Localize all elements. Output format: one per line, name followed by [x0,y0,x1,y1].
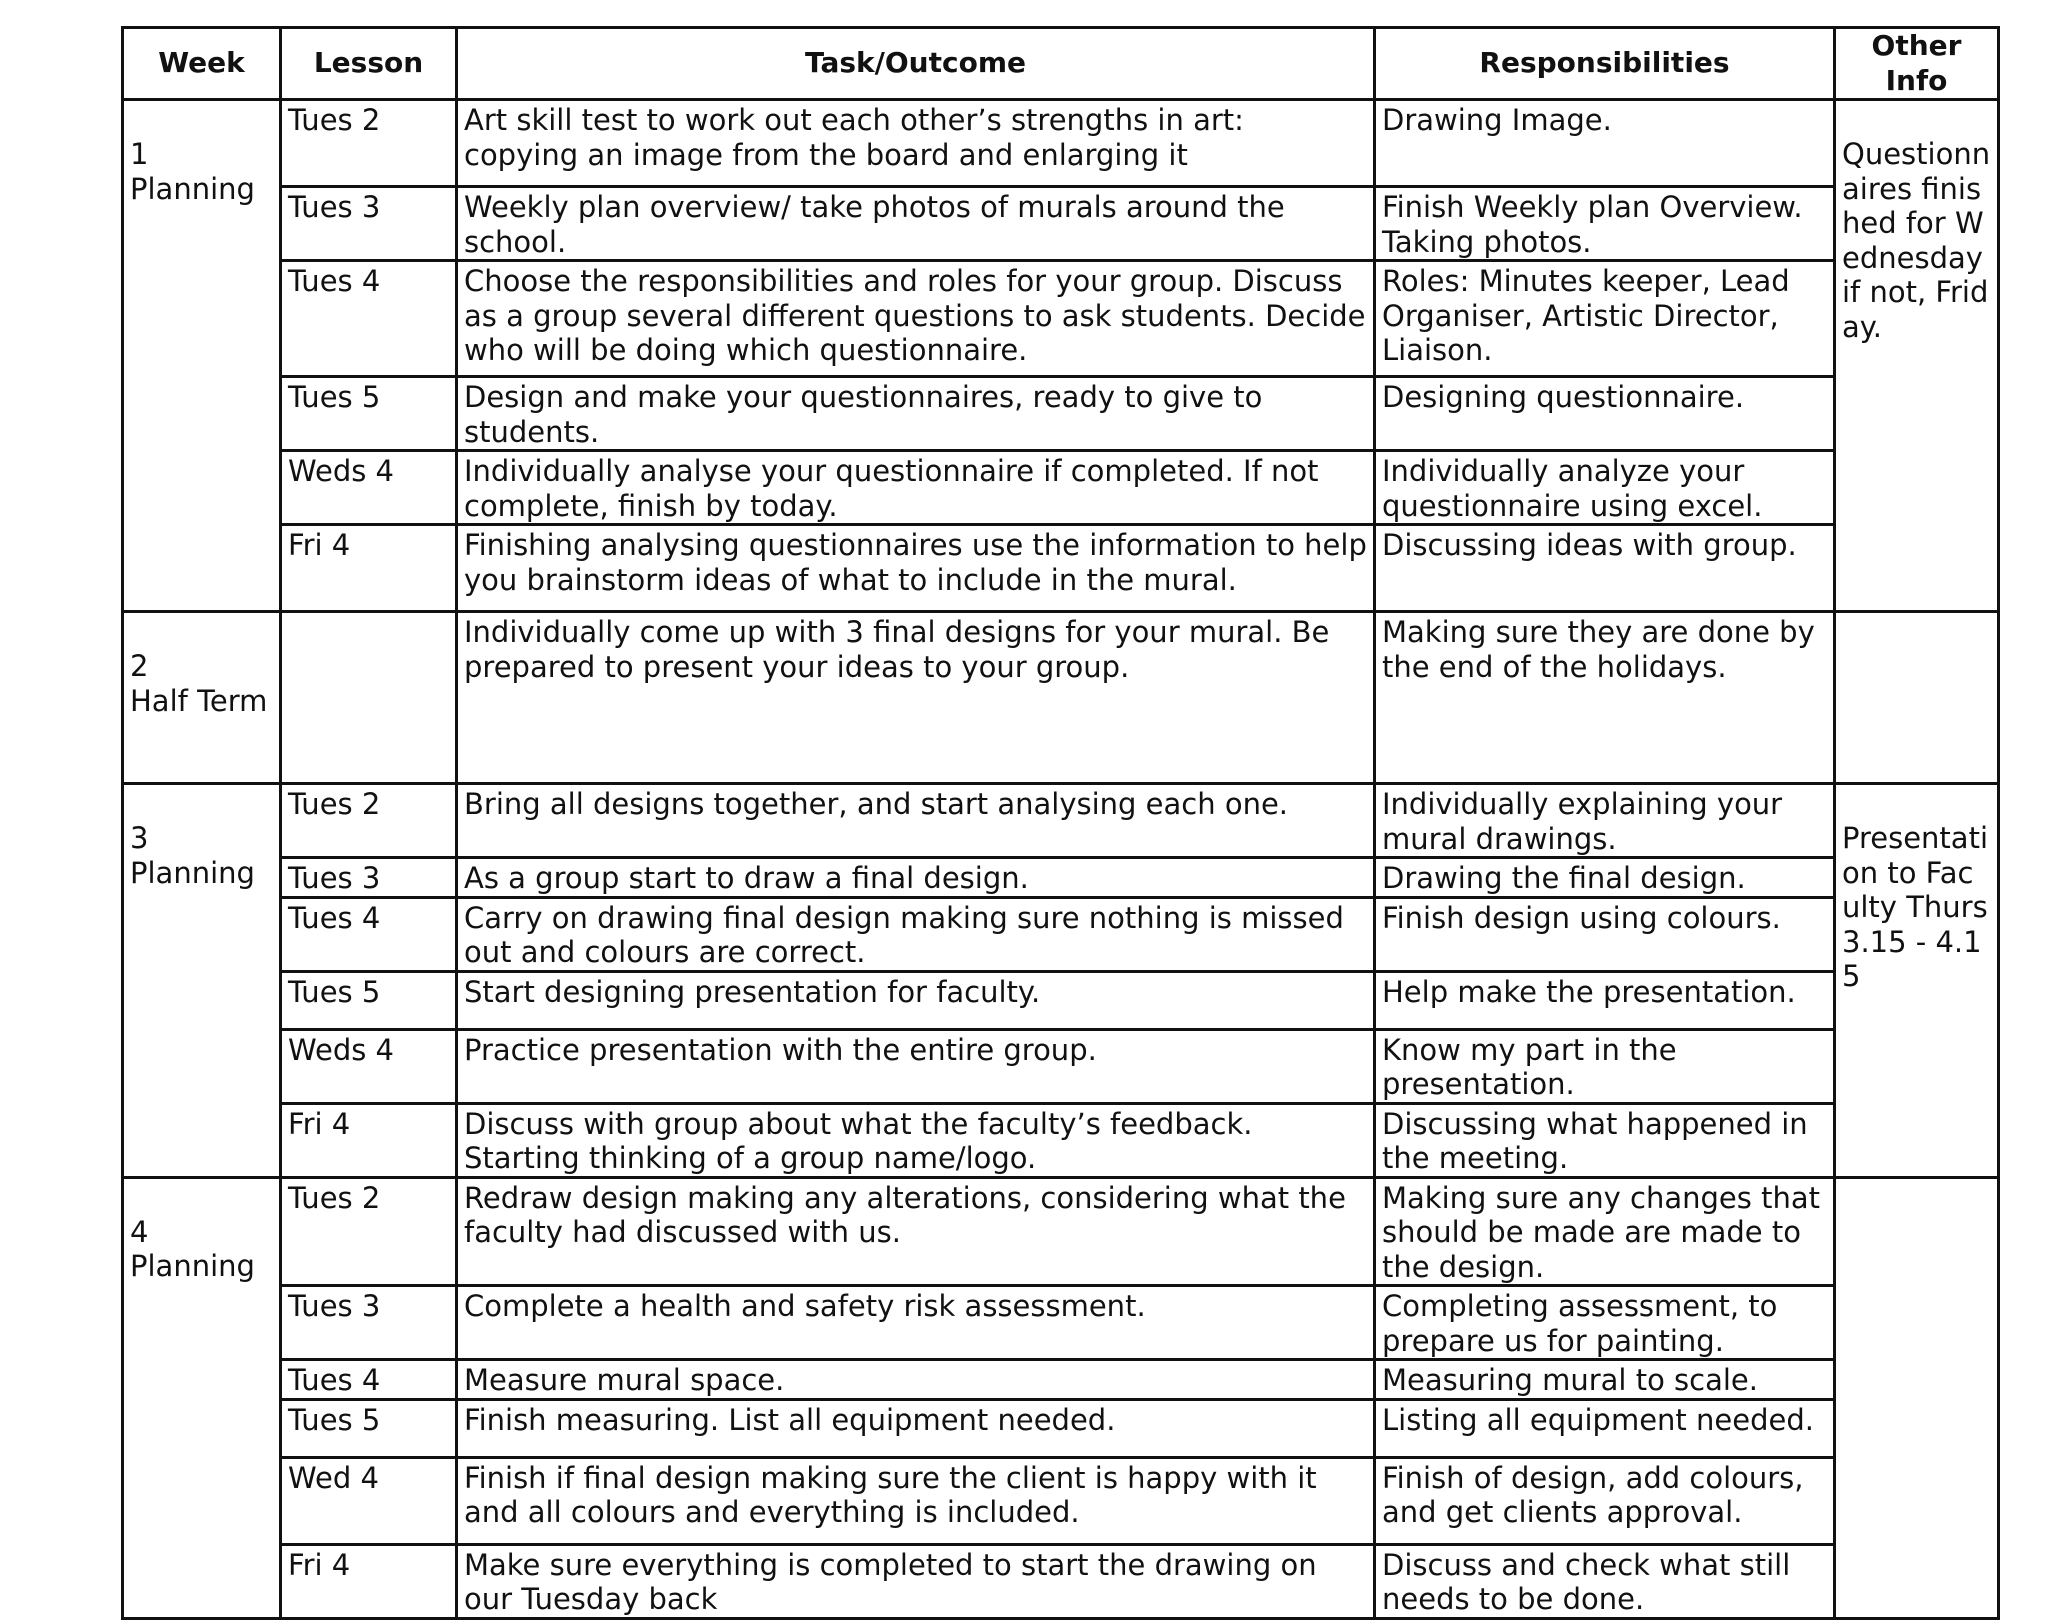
task-cell: Complete a health and safety risk assessment. [457,1286,1375,1360]
lesson-cell: Tues 4 [281,1360,457,1400]
responsibility-cell: Help make the presentation. [1375,971,1835,1029]
table-row [123,1103,1999,1177]
table-row [123,858,1999,898]
task-cell: Finish measuring. List all equipment needed. [457,1399,1375,1457]
lesson-cell [281,612,457,784]
task-cell: As a group start to draw a final design. [457,858,1375,898]
week-cell [123,612,281,784]
week-name: Half Term [130,683,268,718]
responsibility-cell: Drawing Image. [1375,100,1835,187]
week-cell [123,100,281,612]
responsibility-cell: Designing questionnaire. [1375,377,1835,451]
header-row [123,28,1999,100]
responsibility-cell: Individually explaining your mural drawings. [1375,784,1835,858]
table-row [123,1360,1999,1400]
header-task: Task/Outcome [457,28,1375,100]
task-cell: Choose the responsibilities and roles for your group. Discuss as a group several different questions to ask students. Decide who will be doing which questionnaire. [457,261,1375,377]
table-row [123,1544,1999,1618]
header-responsibilities: Responsibilities [1375,28,1835,100]
task-cell: Finishing analysing questionnaires use the information to help you brainstorm ideas of what to include in the mural. [457,525,1375,612]
week-number: 4 [130,1214,149,1249]
other-info-cell [1835,1177,1999,1618]
lesson-cell: Tues 2 [281,784,457,858]
lesson-cell: Tues 5 [281,377,457,451]
week-name: Planning [130,171,255,206]
table-row [123,525,1999,612]
table-row [123,612,1999,784]
lesson-cell: Weds 4 [281,451,457,525]
lesson-cell: Tues 5 [281,971,457,1029]
responsibility-cell: Roles: Minutes keeper, Lead Organiser, Artistic Director, Liaison. [1375,261,1835,377]
header-other-info: Other Info [1835,28,1999,100]
responsibility-cell: Finish design using colours. [1375,897,1835,971]
table-row [123,971,1999,1029]
other-info-cell: Presentation to Faculty Thurs 3.15 - 4.15 [1835,784,1999,1178]
lesson-cell: Wed 4 [281,1457,457,1544]
week-cell [123,1177,281,1618]
responsibility-cell: Measuring mural to scale. [1375,1360,1835,1400]
responsibility-cell: Making sure any changes that should be made are made to the design. [1375,1177,1835,1286]
lesson-cell: Tues 5 [281,1399,457,1457]
responsibility-cell: Drawing the final design. [1375,858,1835,898]
table-row [123,377,1999,451]
task-cell: Weekly plan overview/ take photos of murals around the school. [457,187,1375,261]
header-week: Week [123,28,281,100]
week-number: 2 [130,649,149,683]
lesson-cell: Tues 3 [281,858,457,898]
week-name: Planning [130,855,255,890]
task-cell: Make sure everything is completed to start the drawing on our Tuesday back [457,1544,1375,1618]
header-lesson: Lesson [281,28,457,100]
table-row [123,1029,1999,1103]
task-cell: Individually come up with 3 final designs for your mural. Be prepared to present your ideas to your group. [457,612,1375,784]
task-cell: Bring all designs together, and start analysing each one. [457,784,1375,858]
lesson-cell: Tues 3 [281,1286,457,1360]
table-row [123,1177,1999,1286]
responsibility-cell: Listing all equipment needed. [1375,1399,1835,1457]
responsibility-cell: Discussing what happened in the meeting. [1375,1103,1835,1177]
responsibility-cell: Finish of design, add colours, and get clients approval. [1375,1457,1835,1544]
week-number: 3 [130,821,149,855]
lesson-cell: Tues 4 [281,261,457,377]
lesson-cell: Fri 4 [281,525,457,612]
table-row [123,187,1999,261]
responsibility-cell: Know my part in the presentation. [1375,1029,1835,1103]
table-row [123,100,1999,187]
table-row [123,261,1999,377]
table-row [123,784,1999,858]
task-cell: Carry on drawing final design making sure nothing is missed out and colours are correct. [457,897,1375,971]
task-cell: Discuss with group about what the faculty’s feedback. Starting thinking of a group name/logo. [457,1103,1375,1177]
task-cell: Practice presentation with the entire group. [457,1029,1375,1103]
table-row [123,1286,1999,1360]
other-info-cell [1835,612,1999,784]
task-cell: Redraw design making any alterations, considering what the faculty had discussed with us. [457,1177,1375,1286]
lesson-cell: Tues 3 [281,187,457,261]
task-cell: Design and make your questionnaires, ready to give to students. [457,377,1375,451]
responsibility-cell: Completing assessment, to prepare us for painting. [1375,1286,1835,1360]
schedule-table [121,26,2000,1620]
week-cell [123,784,281,1178]
lesson-cell: Fri 4 [281,1103,457,1177]
week-number: 1 [130,137,149,171]
lesson-cell: Fri 4 [281,1544,457,1618]
lesson-cell: Tues 2 [281,100,457,187]
table-row [123,1399,1999,1457]
table-row [123,897,1999,971]
responsibility-cell: Discussing ideas with group. [1375,525,1835,612]
responsibility-cell: Individually analyze your questionnaire using excel. [1375,451,1835,525]
responsibility-cell: Making sure they are done by the end of the holidays. [1375,612,1835,784]
task-cell: Measure mural space. [457,1360,1375,1400]
task-cell: Art skill test to work out each other’s strengths in art: copying an image from the board and enlarging it [457,100,1375,187]
lesson-cell: Weds 4 [281,1029,457,1103]
responsibility-cell: Discuss and check what still needs to be done. [1375,1544,1835,1618]
task-cell: Finish if final design making sure the client is happy with it and all colours and everything is included. [457,1457,1375,1544]
table-row [123,451,1999,525]
week-name: Planning [130,1249,255,1283]
responsibility-cell: Finish Weekly plan Overview. Taking photos. [1375,187,1835,261]
task-cell: Start designing presentation for faculty. [457,971,1375,1029]
task-cell: Individually analyse your questionnaire if completed. If not complete, finish by today. [457,451,1375,525]
lesson-cell: Tues 2 [281,1177,457,1286]
lesson-cell: Tues 4 [281,897,457,971]
other-info-cell: Questionnaires finished for Wednesday if not, Friday. [1835,100,1999,612]
table-row [123,1457,1999,1544]
